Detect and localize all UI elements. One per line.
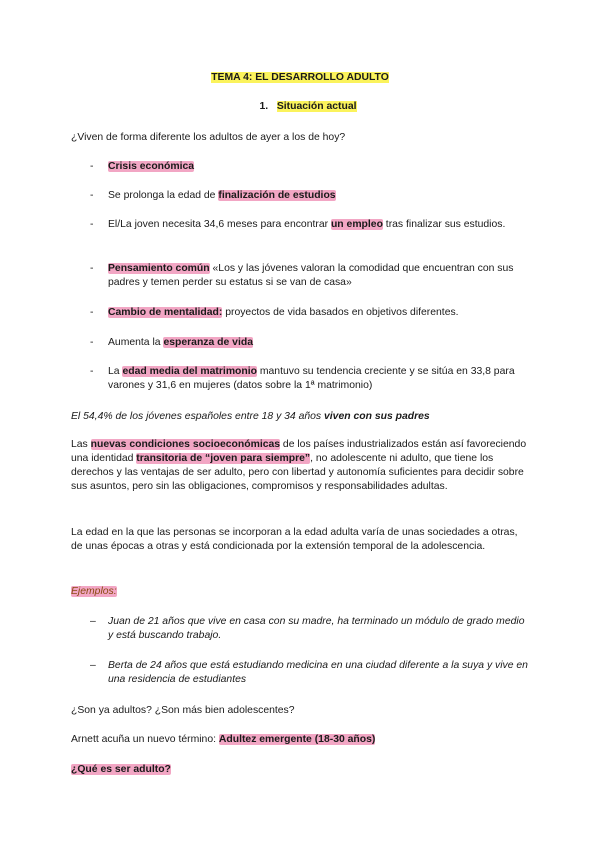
bullet-item-b4 bbox=[108, 262, 528, 290]
question-2: ¿Son ya adultos? ¿Son más bien adolescentes? bbox=[71, 705, 295, 716]
section-number: 1. bbox=[259, 101, 269, 112]
text-run: , no adolescente ni adulto, que tiene los derechos y las ventajas de ser adulto, pero con libertad y autonomía suficientes para decidir sobre sus asuntos, pero sin las obligaciones, compromisos y responsabilidades adultas. bbox=[71, 453, 524, 492]
bullet-item-b5 bbox=[108, 306, 528, 320]
text-run: Se prolonga la edad de bbox=[108, 190, 219, 201]
arnett-text: Arnett acuña un nuevo término: bbox=[71, 734, 219, 745]
example-item: Juan de 21 años que vive en casa con su madre, ha terminado un módulo de grado medio y está buscando trabajo. bbox=[108, 616, 525, 641]
bullet-dash: - bbox=[90, 366, 94, 377]
highlighted-term: edad media del matrimonio bbox=[122, 366, 257, 377]
text-run: «Los y las jóvenes valoran la comodidad que encuentran con sus padres y temen perder su estatus si se van de casa» bbox=[108, 263, 514, 288]
bullet-dash: - bbox=[90, 337, 94, 348]
document-title bbox=[71, 71, 529, 85]
paragraph-2: La edad en la que las personas se incorporan a la edad adulta varía de unas sociedades a otras, de unas épocas a otras y está condicionada por la extensión temporal de la adolescencia. bbox=[71, 527, 518, 552]
text-run: El/La joven necesita 34,6 meses para encontrar bbox=[108, 219, 331, 230]
highlighted-term: Pensamiento común bbox=[108, 263, 210, 274]
bullet-item-b1 bbox=[108, 160, 528, 174]
text-run: de los países industrializados están así favoreciendo una identidad bbox=[71, 439, 527, 464]
example-dash: – bbox=[90, 660, 96, 671]
bullet-item-b3 bbox=[108, 218, 528, 232]
bullet-dash: - bbox=[90, 263, 94, 274]
example-item: Berta de 24 años que está estudiando medicina en una ciudad diferente a la suya y vive en una residencia de estudiantes bbox=[108, 660, 528, 685]
question-1: ¿Viven de forma diferente los adultos de ayer a los de hoy? bbox=[71, 132, 346, 143]
section-heading bbox=[79, 100, 537, 114]
examples-label: Ejemplos: bbox=[71, 586, 117, 597]
bullet-dash: - bbox=[90, 219, 94, 230]
section-label: Situación actual bbox=[276, 101, 357, 112]
text-run: La bbox=[108, 366, 123, 377]
text-run: mantuvo su tendencia creciente y se sitúa en 33,8 para varones y 31,6 en mujeres (datos sobre la 1ª matrimonio) bbox=[108, 366, 515, 391]
title-text: TEMA 4: EL DESARROLLO ADULTO bbox=[211, 72, 389, 83]
highlighted-term: nuevas condiciones socioeconómicas bbox=[90, 439, 281, 450]
bullet-dash: - bbox=[90, 161, 94, 172]
bullet-item-b6 bbox=[108, 336, 528, 350]
bullet-item-b7 bbox=[108, 365, 528, 393]
question-3-wrap bbox=[71, 763, 531, 777]
bullet-dash: - bbox=[90, 190, 94, 201]
bullet-item-b2 bbox=[108, 189, 528, 203]
example-dash: – bbox=[90, 616, 96, 627]
arnett-line bbox=[71, 733, 531, 747]
stat-line bbox=[71, 410, 531, 424]
text-run: Las bbox=[71, 439, 91, 450]
highlighted-term: transitoria de “joven para siempre” bbox=[136, 453, 311, 464]
stat-line-italic: El 54,4% de los jóvenes españoles entre 18 y 34 años bbox=[71, 411, 325, 422]
highlighted-term: finalización de estudios bbox=[218, 190, 336, 201]
highlighted-term: esperanza de vida bbox=[163, 337, 253, 348]
paragraph-1 bbox=[71, 438, 531, 494]
stat-line-bold: viven con sus padres bbox=[324, 411, 430, 422]
text-run: tras finalizar sus estudios. bbox=[382, 219, 506, 230]
highlighted-term: Cambio de mentalidad: bbox=[108, 307, 223, 318]
bullet-dash: - bbox=[90, 307, 94, 318]
question-3: ¿Qué es ser adulto? bbox=[71, 764, 171, 775]
highlighted-term: un empleo bbox=[330, 219, 383, 230]
text-run: proyectos de vida basados en objetivos diferentes. bbox=[222, 307, 459, 318]
highlighted-term: Crisis económica bbox=[108, 161, 195, 172]
text-run: Aumenta la bbox=[108, 337, 164, 348]
arnett-term: Adultez emergente (18-30 años) bbox=[218, 734, 376, 745]
examples-label-wrap bbox=[71, 585, 531, 599]
